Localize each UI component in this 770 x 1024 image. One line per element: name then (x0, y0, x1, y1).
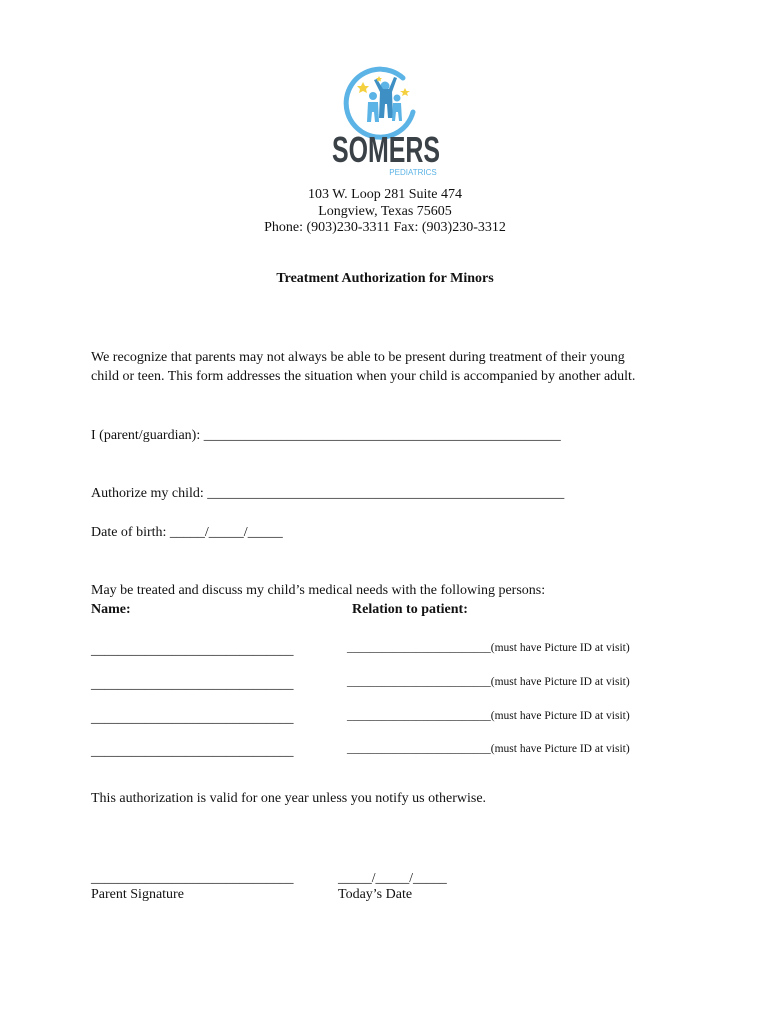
todays-date-label: Today’s Date (338, 887, 413, 902)
logo-children-icon (367, 77, 402, 122)
validity-statement: This authorization is valid for one year unless you notify us otherwise. (91, 791, 487, 806)
todays-date-line[interactable]: _____/_____/_____ (338, 870, 447, 885)
person-relation-field-2[interactable]: _________________________(must have Picture ID at visit) (347, 676, 630, 688)
person-name-field-2[interactable]: ______________________________ (91, 676, 294, 691)
logo-brand-text: SOMERS (332, 129, 440, 170)
person-relation-field-4[interactable]: _________________________(must have Picture ID at visit) (347, 743, 630, 755)
person-name-field-4[interactable]: ______________________________ (91, 743, 294, 758)
form-title: Treatment Authorization for Minors (276, 271, 494, 286)
intro-line-1: We recognize that parents may not always be able to be present during treatment of their young (91, 350, 625, 365)
guardian-name-field[interactable]: I (parent/guardian): ___________________________________________________ (91, 428, 561, 443)
person-name-field-1[interactable]: ______________________________ (91, 642, 294, 657)
relation-column-header: Relation to patient: (352, 602, 468, 617)
address-line-2: Longview, Texas 75605 (318, 204, 452, 219)
name-column-header: Name: (91, 602, 131, 617)
parent-signature-label: Parent Signature (91, 887, 184, 902)
child-name-field[interactable]: Authorize my child: ___________________________________________________ (91, 486, 565, 501)
phone-fax-line: Phone: (903)230-3311 Fax: (903)230-3312 (264, 220, 506, 235)
persons-intro: May be treated and discuss my child’s medical needs with the following persons: (91, 583, 546, 598)
address-line-1: 103 W. Loop 281 Suite 474 (307, 187, 462, 202)
person-relation-field-3[interactable]: _________________________(must have Picture ID at visit) (347, 710, 630, 722)
date-of-birth-field[interactable]: Date of birth: _____/_____/_____ (91, 525, 283, 540)
person-relation-field-1[interactable]: _________________________(must have Picture ID at visit) (347, 642, 630, 654)
intro-line-2: child or teen. This form addresses the situation when your child is accompanied by another adult. (91, 369, 636, 384)
parent-signature-line[interactable]: ______________________________ (91, 870, 294, 885)
logo-sub-text: PEDIATRICS (389, 168, 437, 177)
person-name-field-3[interactable]: ______________________________ (91, 710, 294, 725)
somers-pediatrics-logo (325, 72, 447, 180)
